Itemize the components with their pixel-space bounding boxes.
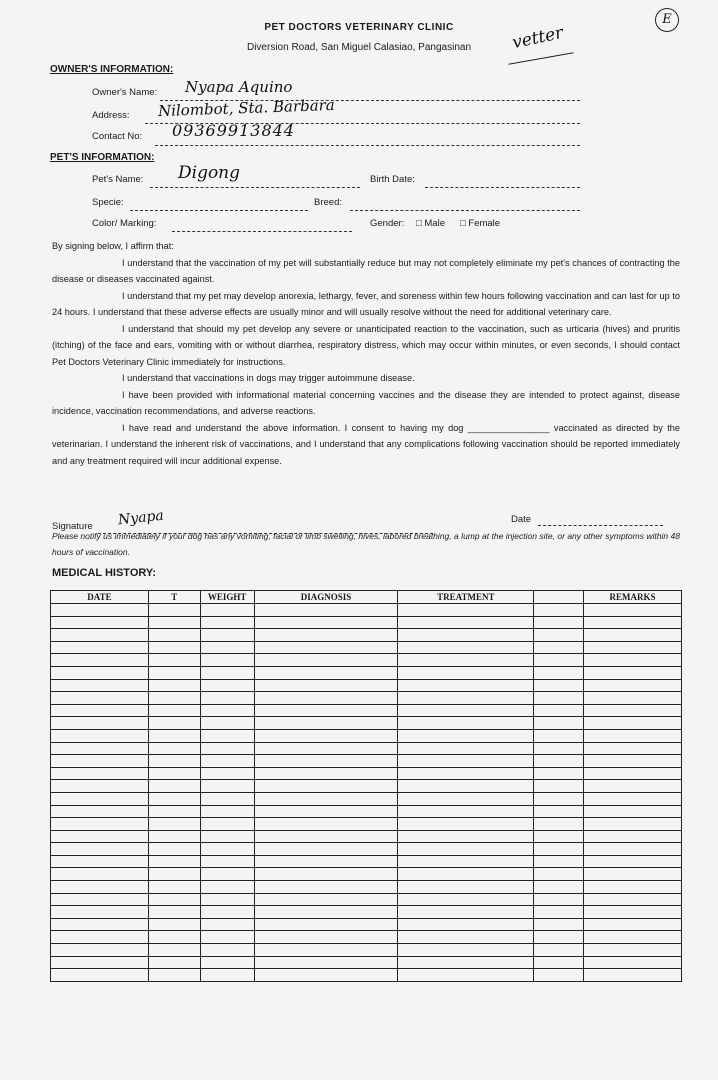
table-row <box>51 843 682 856</box>
table-cell[interactable] <box>200 855 254 868</box>
birth-date-label: Birth Date: <box>370 174 415 185</box>
table-cell[interactable] <box>534 767 584 780</box>
table-cell[interactable] <box>398 780 534 793</box>
table-cell[interactable] <box>398 604 534 617</box>
table-cell[interactable] <box>51 855 149 868</box>
table-cell[interactable] <box>398 944 534 957</box>
table-cell[interactable] <box>398 792 534 805</box>
table-cell[interactable] <box>534 855 584 868</box>
table-cell[interactable] <box>51 906 149 919</box>
table-cell[interactable] <box>584 792 682 805</box>
table-cell[interactable] <box>584 830 682 843</box>
table-cell[interactable] <box>148 717 200 730</box>
table-row <box>51 679 682 692</box>
table-cell[interactable] <box>584 944 682 957</box>
table-cell[interactable] <box>534 604 584 617</box>
table-cell[interactable] <box>148 692 200 705</box>
table-cell[interactable] <box>254 704 398 717</box>
table-cell[interactable] <box>398 906 534 919</box>
table-row <box>51 855 682 868</box>
table-cell[interactable] <box>200 767 254 780</box>
table-row <box>51 830 682 843</box>
table-row <box>51 729 682 742</box>
table-cell[interactable] <box>148 843 200 856</box>
table-cell[interactable] <box>584 717 682 730</box>
table-cell[interactable] <box>51 780 149 793</box>
table-cell[interactable] <box>200 969 254 982</box>
table-cell[interactable] <box>534 805 584 818</box>
table-cell[interactable] <box>200 931 254 944</box>
table-cell[interactable] <box>200 704 254 717</box>
table-cell[interactable] <box>534 906 584 919</box>
table-cell[interactable] <box>148 855 200 868</box>
table-cell[interactable] <box>51 616 149 629</box>
table-cell[interactable] <box>398 969 534 982</box>
table-cell[interactable] <box>398 843 534 856</box>
table-cell[interactable] <box>148 767 200 780</box>
table-cell[interactable] <box>254 729 398 742</box>
table-cell[interactable] <box>534 666 584 679</box>
consent-intro: By signing below, I affirm that: <box>52 241 174 251</box>
table-cell[interactable] <box>254 931 398 944</box>
table-cell[interactable] <box>398 931 534 944</box>
table-row <box>51 956 682 969</box>
table-cell[interactable] <box>200 692 254 705</box>
female-checkbox[interactable]: □ <box>460 218 466 229</box>
table-cell[interactable] <box>398 641 534 654</box>
table-cell[interactable] <box>534 692 584 705</box>
table-cell[interactable] <box>534 755 584 768</box>
table-cell[interactable] <box>398 918 534 931</box>
table-cell[interactable] <box>51 692 149 705</box>
breed-line <box>350 210 580 211</box>
table-cell[interactable] <box>51 805 149 818</box>
table-cell[interactable] <box>534 679 584 692</box>
male-checkbox[interactable]: □ <box>416 218 422 229</box>
owner-section-title: OWNER'S INFORMATION: <box>50 64 174 75</box>
col-weight: WEIGHT <box>200 591 254 604</box>
table-cell[interactable] <box>534 944 584 957</box>
table-cell[interactable] <box>584 969 682 982</box>
table-row <box>51 641 682 654</box>
color-line <box>172 231 352 232</box>
table-cell[interactable] <box>254 830 398 843</box>
table-cell[interactable] <box>584 692 682 705</box>
table-cell[interactable] <box>200 830 254 843</box>
pet-section-title: PET'S INFORMATION: <box>50 152 155 163</box>
table-cell[interactable] <box>254 944 398 957</box>
table-cell[interactable] <box>534 616 584 629</box>
table-cell[interactable] <box>254 629 398 642</box>
table-cell[interactable] <box>584 666 682 679</box>
col-diagnosis: DIAGNOSIS <box>254 591 398 604</box>
table-cell[interactable] <box>534 742 584 755</box>
table-cell[interactable] <box>148 893 200 906</box>
table-cell[interactable] <box>584 604 682 617</box>
table-cell[interactable] <box>254 717 398 730</box>
owner-name-value[interactable]: Nyapa Aquino <box>185 78 293 96</box>
table-cell[interactable] <box>254 843 398 856</box>
table-cell[interactable] <box>148 805 200 818</box>
table-cell[interactable] <box>148 666 200 679</box>
table-cell[interactable] <box>398 704 534 717</box>
table-cell[interactable] <box>398 893 534 906</box>
table-row <box>51 805 682 818</box>
col-date: DATE <box>51 591 149 604</box>
table-cell[interactable] <box>200 616 254 629</box>
table-row <box>51 604 682 617</box>
table-cell[interactable] <box>200 717 254 730</box>
consent-paragraph-4: I understand that vaccinations in dogs may trigger autoimmune disease. <box>122 373 415 383</box>
table-cell[interactable] <box>254 893 398 906</box>
table-cell[interactable] <box>254 679 398 692</box>
table-cell[interactable] <box>398 742 534 755</box>
table-cell[interactable] <box>200 906 254 919</box>
table-cell[interactable] <box>534 881 584 894</box>
table-cell[interactable] <box>200 654 254 667</box>
table-cell[interactable] <box>254 792 398 805</box>
table-cell[interactable] <box>254 780 398 793</box>
medical-history-title: MEDICAL HISTORY: <box>52 567 157 579</box>
consent-block <box>52 238 680 469</box>
female-option[interactable] <box>460 218 500 229</box>
owner-name-label: Owner's Name: <box>92 87 158 98</box>
table-cell[interactable] <box>51 767 149 780</box>
annotation-underline <box>508 52 573 64</box>
pet-name-label: Pet's Name: <box>92 174 144 185</box>
table-cell[interactable] <box>398 830 534 843</box>
table-cell[interactable] <box>200 742 254 755</box>
table-cell[interactable] <box>584 893 682 906</box>
table-cell[interactable] <box>148 868 200 881</box>
table-cell[interactable] <box>200 629 254 642</box>
consent-paragraph-2: I understand that my pet may develop anorexia, lethargy, fever, and soreness within few hours following vaccination and can last for up to 24 hours. I understand that these adverse effects are usually minor and will usually resolve without the need for additional veterinary care. <box>52 290 680 317</box>
table-cell[interactable] <box>254 906 398 919</box>
owner-address-label: Address: <box>92 110 130 121</box>
table-cell[interactable] <box>51 654 149 667</box>
table-row <box>51 868 682 881</box>
table-row <box>51 792 682 805</box>
table-cell[interactable] <box>51 729 149 742</box>
table-row <box>51 654 682 667</box>
table-cell[interactable] <box>584 641 682 654</box>
table-cell[interactable] <box>200 818 254 831</box>
table-cell[interactable] <box>398 767 534 780</box>
table-row <box>51 767 682 780</box>
vetter-annotation: vetter <box>510 22 566 54</box>
table-row <box>51 692 682 705</box>
table-cell[interactable] <box>148 931 200 944</box>
medical-history-table <box>50 590 682 982</box>
table-cell[interactable] <box>51 918 149 931</box>
table-cell[interactable] <box>584 956 682 969</box>
consent-paragraph-6: I have read and understand the above information. I consent to having my dog ________________ vaccinated as directed by the veterinarian. I understand the inherent risk of vaccinations, and I understand that any complications following vaccination should be reported immediately and any treatment required will incur additional expense. <box>52 422 680 466</box>
table-cell[interactable] <box>148 830 200 843</box>
table-cell[interactable] <box>534 704 584 717</box>
table-cell[interactable] <box>584 931 682 944</box>
col-t: T <box>148 591 200 604</box>
table-row <box>51 906 682 919</box>
table-cell[interactable] <box>51 969 149 982</box>
table-row <box>51 755 682 768</box>
table-cell[interactable] <box>51 755 149 768</box>
table-cell[interactable] <box>148 604 200 617</box>
table-cell[interactable] <box>398 654 534 667</box>
table-cell[interactable] <box>51 881 149 894</box>
table-cell[interactable] <box>584 629 682 642</box>
table-cell[interactable] <box>200 780 254 793</box>
breed-label: Breed: <box>314 197 342 208</box>
table-cell[interactable] <box>398 692 534 705</box>
table-cell[interactable] <box>398 956 534 969</box>
table-cell[interactable] <box>534 843 584 856</box>
table-cell[interactable] <box>254 755 398 768</box>
table-cell[interactable] <box>51 792 149 805</box>
table-cell[interactable] <box>254 641 398 654</box>
table-cell[interactable] <box>398 755 534 768</box>
table-row <box>51 742 682 755</box>
date-label: Date <box>511 514 532 525</box>
table-cell[interactable] <box>200 604 254 617</box>
table-cell[interactable] <box>148 906 200 919</box>
table-cell[interactable] <box>398 729 534 742</box>
table-cell[interactable] <box>398 629 534 642</box>
table-cell[interactable] <box>534 868 584 881</box>
table-cell[interactable] <box>51 666 149 679</box>
table-cell[interactable] <box>254 818 398 831</box>
table-cell[interactable] <box>148 780 200 793</box>
table-cell[interactable] <box>534 893 584 906</box>
table-cell[interactable] <box>534 792 584 805</box>
table-cell[interactable] <box>200 893 254 906</box>
table-cell[interactable] <box>534 956 584 969</box>
table-cell[interactable] <box>200 729 254 742</box>
table-cell[interactable] <box>148 755 200 768</box>
post-vaccination-note: Please notify us immediately if your dog has any vomiting, facial or limb swelling, hives, labored breathing, a lump at the injection site, or any other symptoms within 48 hours of vaccination. <box>52 531 680 557</box>
birth-date-line <box>425 187 580 188</box>
table-cell[interactable] <box>398 679 534 692</box>
col-remarks: REMARKS <box>584 591 682 604</box>
table-cell[interactable] <box>584 704 682 717</box>
table-cell[interactable] <box>51 604 149 617</box>
table-cell[interactable] <box>51 818 149 831</box>
table-cell[interactable] <box>200 805 254 818</box>
table-cell[interactable] <box>51 717 149 730</box>
table-cell[interactable] <box>254 855 398 868</box>
table-cell[interactable] <box>254 881 398 894</box>
table-cell[interactable] <box>254 956 398 969</box>
table-cell[interactable] <box>398 717 534 730</box>
table-cell[interactable] <box>148 956 200 969</box>
table-row <box>51 969 682 982</box>
table-cell[interactable] <box>534 641 584 654</box>
table-cell[interactable] <box>254 969 398 982</box>
table-cell[interactable] <box>200 918 254 931</box>
table-cell[interactable] <box>51 641 149 654</box>
female-label: Female <box>468 218 501 229</box>
table-cell[interactable] <box>148 944 200 957</box>
table-cell[interactable] <box>148 881 200 894</box>
specie-label: Specie: <box>92 197 124 208</box>
table-cell[interactable] <box>200 956 254 969</box>
table-cell[interactable] <box>148 918 200 931</box>
table-cell[interactable] <box>584 906 682 919</box>
table-cell[interactable] <box>254 654 398 667</box>
table-cell[interactable] <box>254 767 398 780</box>
table-cell[interactable] <box>51 742 149 755</box>
pet-name-line <box>150 187 360 188</box>
table-cell[interactable] <box>584 855 682 868</box>
male-label: Male <box>424 218 445 229</box>
specie-line <box>130 210 308 211</box>
table-cell[interactable] <box>254 742 398 755</box>
date-line <box>538 525 663 526</box>
table-cell[interactable] <box>51 629 149 642</box>
table-cell[interactable] <box>534 629 584 642</box>
table-cell[interactable] <box>51 830 149 843</box>
table-cell[interactable] <box>534 818 584 831</box>
table-cell[interactable] <box>51 931 149 944</box>
table-cell[interactable] <box>200 679 254 692</box>
table-cell[interactable] <box>254 616 398 629</box>
owner-address-value[interactable]: Nilombot, Sta. Barbara <box>157 95 336 121</box>
table-cell[interactable] <box>534 729 584 742</box>
table-cell[interactable] <box>148 629 200 642</box>
table-cell[interactable] <box>584 843 682 856</box>
table-cell[interactable] <box>148 742 200 755</box>
table-cell[interactable] <box>584 805 682 818</box>
table-row <box>51 931 682 944</box>
table-cell[interactable] <box>398 855 534 868</box>
table-row <box>51 893 682 906</box>
table-cell[interactable] <box>254 868 398 881</box>
consent-paragraph-5: I have been provided with informational material concerning vaccines and the disease they are intended to protect against, disease incidence, vaccination recommendations, and adverse reactions. <box>52 389 680 416</box>
col-blank <box>534 591 584 604</box>
table-row <box>51 704 682 717</box>
table-cell[interactable] <box>148 616 200 629</box>
table-cell[interactable] <box>51 679 149 692</box>
owner-contact-label: Contact No: <box>92 131 143 142</box>
table-cell[interactable] <box>584 818 682 831</box>
table-cell[interactable] <box>200 666 254 679</box>
table-cell[interactable] <box>534 654 584 667</box>
table-cell[interactable] <box>534 780 584 793</box>
table-cell[interactable] <box>148 818 200 831</box>
table-cell[interactable] <box>534 969 584 982</box>
table-cell[interactable] <box>584 742 682 755</box>
signature-label: Signature <box>52 521 93 532</box>
table-cell[interactable] <box>584 868 682 881</box>
gender-label: Gender: <box>370 218 405 229</box>
table-cell[interactable] <box>200 944 254 957</box>
table-cell[interactable] <box>51 704 149 717</box>
table-cell[interactable] <box>200 641 254 654</box>
table-cell[interactable] <box>51 956 149 969</box>
table-cell[interactable] <box>398 805 534 818</box>
table-cell[interactable] <box>584 918 682 931</box>
table-cell[interactable] <box>398 868 534 881</box>
table-cell[interactable] <box>398 881 534 894</box>
col-treatment: TREATMENT <box>398 591 534 604</box>
table-cell[interactable] <box>51 944 149 957</box>
signature-value[interactable]: Nyapa <box>117 507 165 529</box>
table-row <box>51 944 682 957</box>
table-row <box>51 780 682 793</box>
table-cell[interactable] <box>534 918 584 931</box>
consent-paragraph-3: I understand that should my pet develop any severe or unanticipated reaction to the vaccination, such as urticaria (hives) and pruritis (itching) of the face and ears, vomiting with or without diarrhea, respiratory distress, which may occur within minutes, or even seconds, I should contact Pet Doctors Veterinary Clinic immediately for instructions. <box>52 323 680 367</box>
table-cell[interactable] <box>534 830 584 843</box>
table-cell[interactable] <box>148 641 200 654</box>
table-row <box>51 818 682 831</box>
table-cell[interactable] <box>534 717 584 730</box>
table-cell[interactable] <box>200 792 254 805</box>
table-cell[interactable] <box>51 893 149 906</box>
table-row <box>51 918 682 931</box>
table-cell[interactable] <box>254 692 398 705</box>
table-cell[interactable] <box>51 868 149 881</box>
table-cell[interactable] <box>584 881 682 894</box>
table-cell[interactable] <box>148 729 200 742</box>
clinic-name: PET DOCTORS VETERINARY CLINIC <box>264 22 454 33</box>
table-cell[interactable] <box>200 881 254 894</box>
table-row <box>51 616 682 629</box>
consent-paragraph-1: I understand that the vaccination of my pet will substantially reduce but may not completely eliminate my pet's chances of contracting the disease or diseases vaccinated against. <box>52 257 680 284</box>
table-cell[interactable] <box>398 818 534 831</box>
table-cell[interactable] <box>254 805 398 818</box>
table-cell[interactable] <box>200 868 254 881</box>
table-cell[interactable] <box>584 679 682 692</box>
table-row <box>51 629 682 642</box>
table-cell[interactable] <box>148 679 200 692</box>
table-cell[interactable] <box>584 616 682 629</box>
pet-name-value[interactable]: Digong <box>178 163 241 183</box>
table-cell[interactable] <box>254 666 398 679</box>
table-cell[interactable] <box>254 918 398 931</box>
table-header-row <box>51 591 682 604</box>
table-row <box>51 881 682 894</box>
table-cell[interactable] <box>254 604 398 617</box>
table-cell[interactable] <box>584 729 682 742</box>
table-cell[interactable] <box>200 755 254 768</box>
clinic-address: Diversion Road, San Miguel Calasiao, Pangasinan <box>246 42 472 53</box>
medical-history-body <box>51 604 682 982</box>
table-cell[interactable] <box>51 843 149 856</box>
owner-contact-line <box>155 145 580 146</box>
table-cell[interactable] <box>148 704 200 717</box>
table-cell[interactable] <box>148 792 200 805</box>
table-row <box>51 666 682 679</box>
table-cell[interactable] <box>584 767 682 780</box>
table-cell[interactable] <box>398 616 534 629</box>
table-row <box>51 717 682 730</box>
table-cell[interactable] <box>584 654 682 667</box>
table-cell[interactable] <box>534 931 584 944</box>
table-cell[interactable] <box>148 969 200 982</box>
table-cell[interactable] <box>584 755 682 768</box>
color-label: Color/ Marking: <box>92 218 157 229</box>
table-cell[interactable] <box>148 654 200 667</box>
table-cell[interactable] <box>200 843 254 856</box>
table-cell[interactable] <box>584 780 682 793</box>
table-cell[interactable] <box>398 666 534 679</box>
male-option[interactable] <box>416 218 445 229</box>
owner-contact-value[interactable]: 09369913844 <box>172 121 295 140</box>
corner-mark: E <box>655 8 679 32</box>
